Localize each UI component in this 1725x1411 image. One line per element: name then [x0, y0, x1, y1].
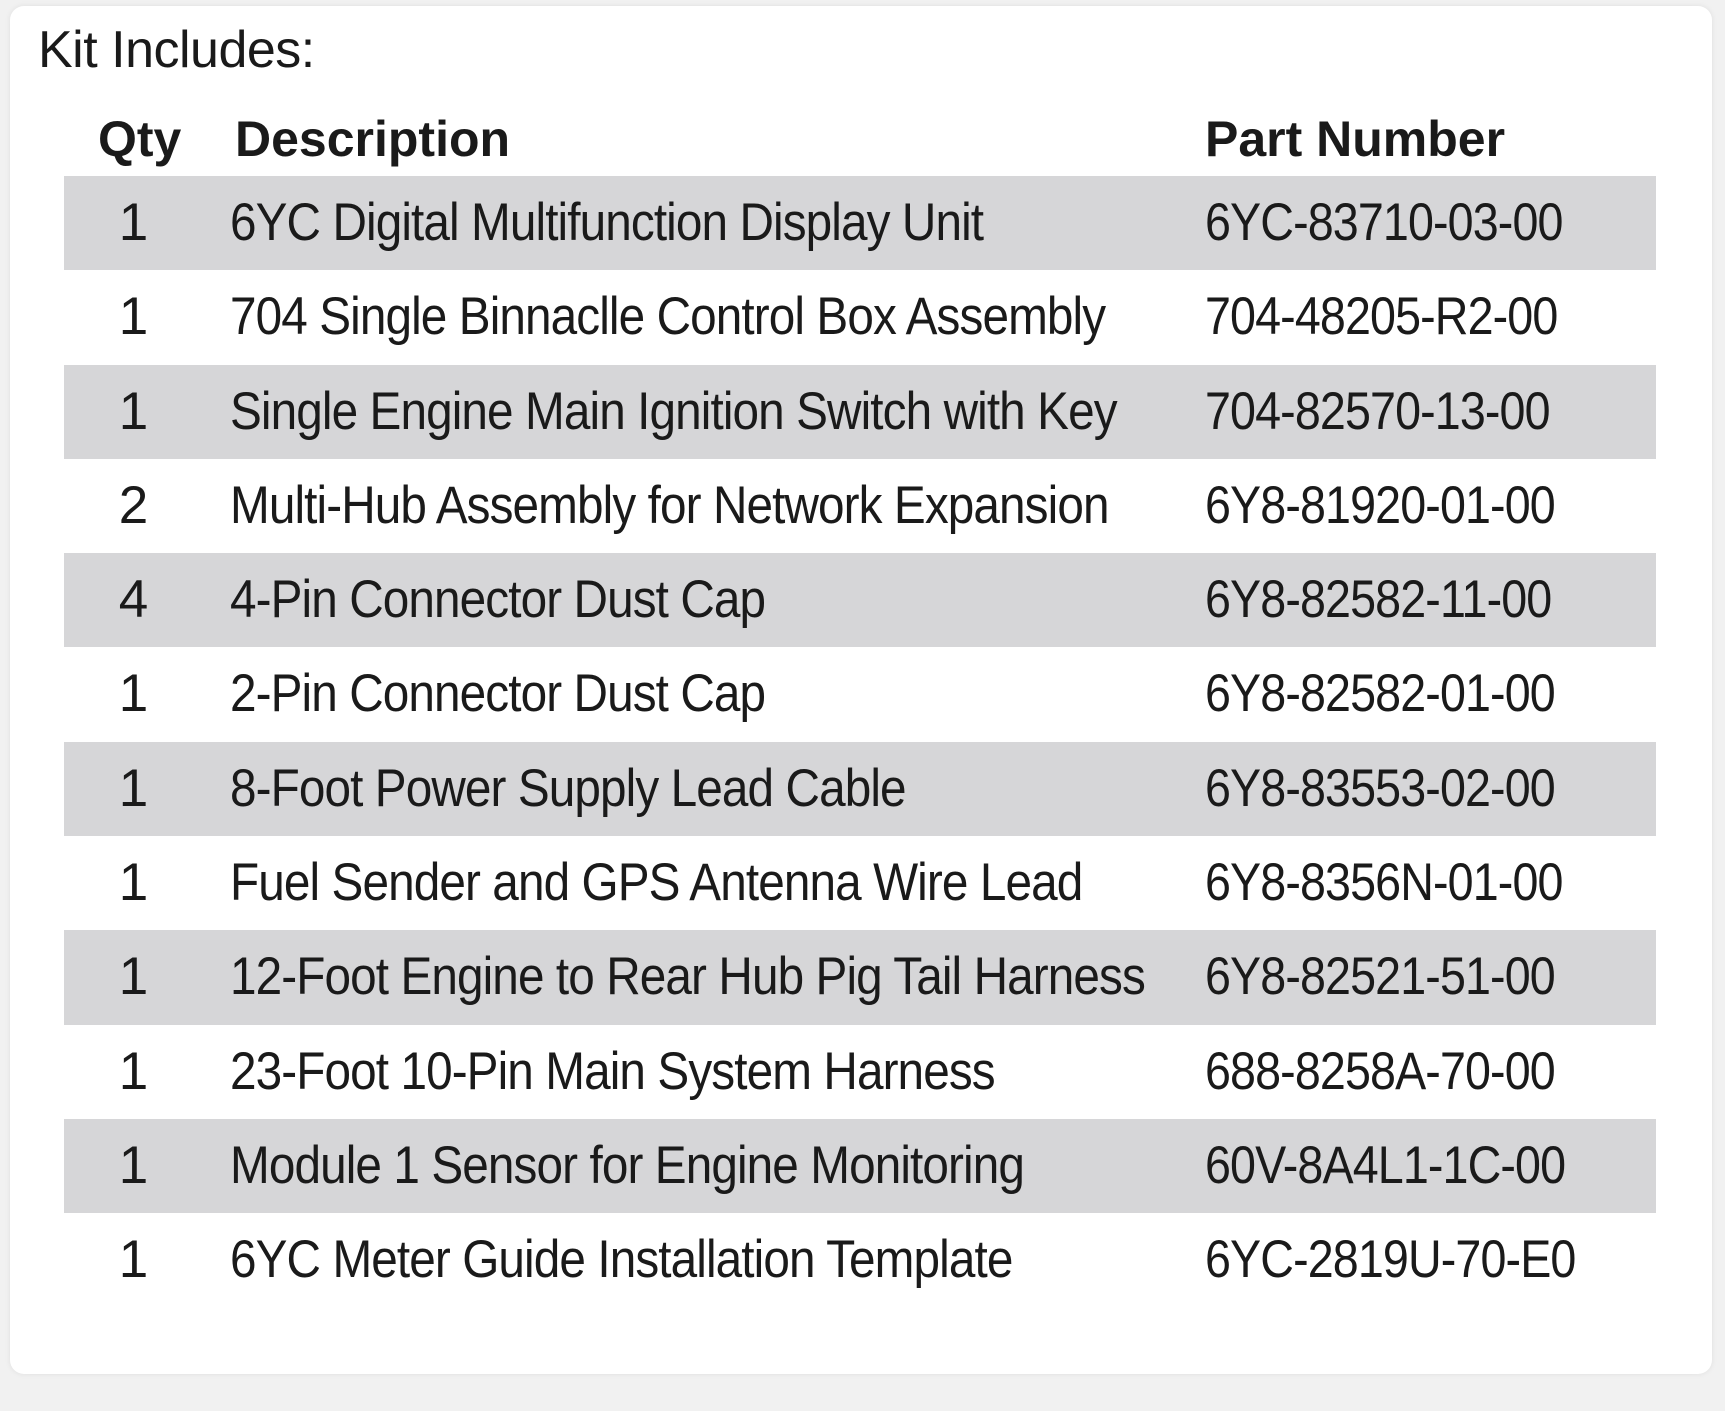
table-row: [64, 459, 1656, 553]
row-description: 12-Foot Engine to Rear Hub Pig Tail Harness: [230, 947, 1145, 1007]
kit-title: Kit Includes:: [38, 21, 315, 79]
column-header-qty: Qty: [98, 111, 182, 167]
table-row: [64, 553, 1656, 647]
row-part-number: 6YC-83710-03-00: [1205, 193, 1563, 252]
row-description: 2-Pin Connector Dust Cap: [230, 664, 766, 724]
row-description: 23-Foot 10-Pin Main System Harness: [230, 1041, 995, 1101]
row-part-number: 704-48205-R2-00: [1205, 287, 1558, 347]
parts-table-body: [64, 176, 1656, 1308]
row-part-number: 60V-8A4L1-1C-00: [1205, 1135, 1566, 1195]
table-row: [64, 1025, 1656, 1119]
row-part-number: 6Y8-81920-01-00: [1205, 475, 1555, 535]
row-part-number: 688-8258A-70-00: [1205, 1041, 1555, 1101]
row-part-number: 6Y8-82521-51-00: [1205, 947, 1555, 1007]
row-part-number: 6Y8-82582-01-00: [1205, 664, 1555, 724]
table-header: [64, 104, 1656, 174]
row-part-number: 704-82570-13-00: [1205, 381, 1550, 441]
row-description: 6YC Digital Multifunction Display Unit: [230, 193, 984, 252]
row-qty: 2: [118, 475, 148, 535]
row-part-number: 6Y8-8356N-01-00: [1205, 853, 1563, 913]
kit-card: [10, 6, 1712, 1374]
table-row: [64, 930, 1656, 1024]
row-description: 6YC Meter Guide Installation Template: [230, 1230, 1013, 1290]
row-qty: 1: [118, 947, 148, 1007]
table-row: [64, 836, 1656, 930]
row-qty: 1: [118, 758, 148, 818]
row-qty: 1: [118, 381, 148, 441]
row-description: 704 Single Binnaclle Control Box Assembly: [230, 287, 1106, 347]
row-part-number: 6YC-2819U-70-E0: [1205, 1230, 1576, 1290]
column-header-part-number: Part Number: [1205, 111, 1506, 167]
table-row: [64, 1213, 1656, 1307]
table-row: [64, 647, 1656, 741]
row-qty: 1: [118, 287, 148, 347]
row-qty: 1: [118, 853, 148, 913]
table-row: [64, 176, 1656, 270]
row-description: Fuel Sender and GPS Antenna Wire Lead: [230, 853, 1083, 913]
row-qty: 1: [118, 1041, 148, 1101]
row-description: 8-Foot Power Supply Lead Cable: [230, 758, 906, 818]
row-description: Single Engine Main Ignition Switch with Key: [230, 381, 1117, 441]
column-header-description: Description: [235, 111, 511, 167]
table-row: [64, 1119, 1656, 1213]
row-part-number: 6Y8-82582-11-00: [1205, 570, 1552, 630]
row-qty: 1: [118, 1135, 148, 1195]
row-description: Module 1 Sensor for Engine Monitoring: [230, 1135, 1024, 1195]
row-qty: 1: [118, 664, 148, 724]
table-row: [64, 365, 1656, 459]
table-row: [64, 270, 1656, 364]
row-qty: 4: [118, 570, 148, 630]
row-qty: 1: [118, 1230, 148, 1290]
row-description: Multi-Hub Assembly for Network Expansion: [230, 475, 1109, 535]
row-part-number: 6Y8-83553-02-00: [1205, 758, 1555, 818]
row-qty: 1: [118, 193, 148, 252]
table-row: [64, 742, 1656, 836]
row-description: 4-Pin Connector Dust Cap: [230, 570, 766, 630]
